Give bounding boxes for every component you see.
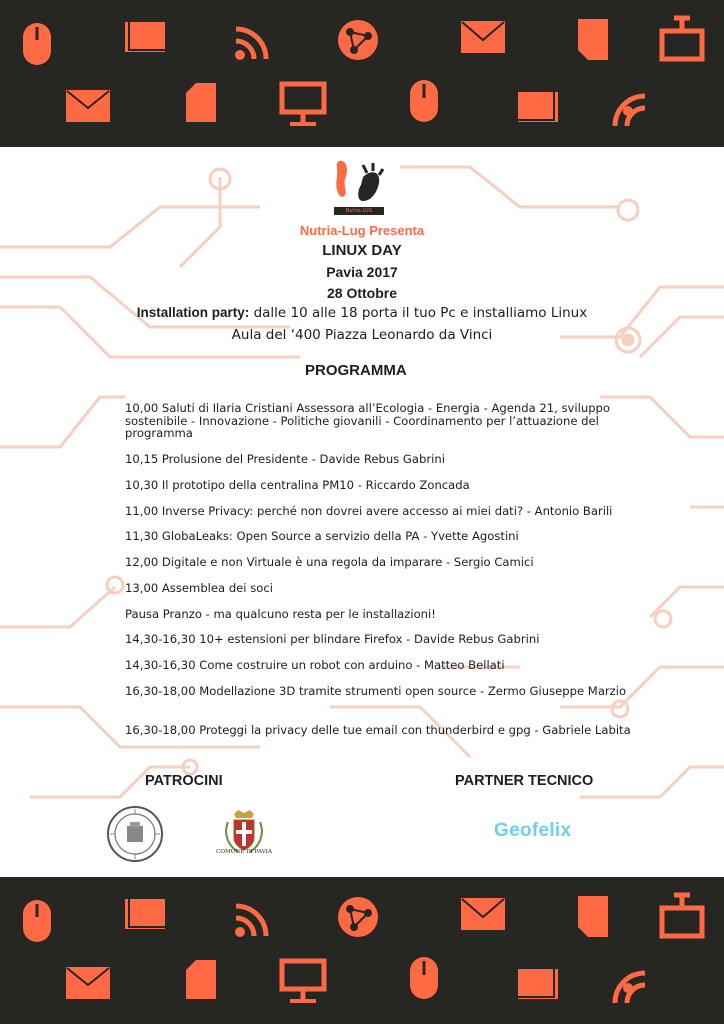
globe-network-icon [338, 20, 378, 60]
event-date: 28 Ottobre [326, 285, 397, 301]
schedule-item: 12,00 Digitale e non Virtuale è una regola da imparare - Sergio Camici [125, 555, 534, 569]
rss-icon [615, 973, 645, 1003]
schedule-item: 14,30-16,30 Come costruire un robot con arduino - Matteo Bellati [125, 658, 505, 672]
schedule-item: 13,00 Assemblea dei soci [125, 581, 273, 595]
monitor-icon [282, 961, 324, 1001]
rss-icon [615, 96, 645, 126]
schedule-item: 10,15 Prolusione del Presidente - Davide Rebus Gabrini [125, 452, 445, 466]
rss-icon [235, 906, 266, 937]
mouse-icon [410, 957, 438, 999]
folder-icon [125, 895, 167, 929]
patrocini-label: PATROCINI [145, 773, 223, 789]
envelope-icon [461, 21, 505, 53]
envelope-icon [66, 967, 110, 999]
mouse-icon [23, 23, 51, 65]
document-icon [186, 960, 216, 999]
schedule-item: 16,30-18,00 Proteggi la privacy delle tue email con thunderbird e gpg - Gabriele Labita [125, 723, 631, 737]
partner-label: PARTNER TECNICO [455, 773, 594, 789]
header-band [0, 0, 724, 147]
schedule-item: 10,00 Saluti di Ilaria Cristiani Assessora all’Ecologia - Energia - Agenda 21, sviluppo sostenibile - Innovazione - Politiche giovanili - Coordinamento per l’attuazione del programma [125, 401, 611, 440]
folder-icon [514, 88, 558, 122]
geofelix-logo: Geofelix [494, 820, 572, 841]
mouse-icon [410, 80, 438, 122]
schedule-item: 14,30-16,30 10+ estensioni per blindare Firefox - Davide Rebus Gabrini [125, 632, 540, 646]
installation-party-text: dalle 10 alle 18 porta il tuo Pc e installiamo Linux [249, 305, 588, 321]
schedule-item: 16,30-18,00 Modellazione 3D tramite strumenti open source - Zermo Giuseppe Marzio [125, 684, 627, 698]
document-icon [186, 83, 216, 122]
folder-icon [125, 18, 167, 52]
comune-label: COMUNE DI PAVIA [216, 849, 272, 855]
icon-pattern [0, 877, 724, 1024]
schedule-item: Pausa Pranzo - ma qualcuno resta per le installazioni! [125, 607, 436, 621]
event-city: Pavia 2017 [326, 264, 398, 280]
folder-icon [514, 965, 558, 999]
event-venue: Aula del ‘400 Piazza Leonardo da Vinci [231, 327, 493, 343]
usb-plug-icon [662, 18, 702, 59]
logo-label: Nutria LUG [334, 207, 384, 215]
installation-party-label: Installation party: [136, 305, 250, 320]
installation-party-line [0, 305, 724, 321]
document-icon [578, 19, 608, 60]
rss-icon [235, 29, 266, 60]
event-title: LINUX DAY [322, 242, 402, 259]
university-seal-logo [106, 805, 164, 863]
footer-band [0, 877, 724, 1024]
globe-network-icon [338, 897, 378, 937]
envelope-icon [66, 90, 110, 122]
mouse-icon [23, 900, 51, 942]
monitor-icon [282, 84, 324, 124]
usb-plug-icon [662, 895, 702, 936]
schedule-item: 10,30 Il prototipo della centralina PM10 - Riccardo Zoncada [125, 478, 470, 492]
envelope-icon [461, 898, 505, 930]
schedule-item: 11,30 GlobaLeaks: Open Source a servizio della PA - Yvette Agostini [125, 529, 519, 543]
icon-pattern [0, 0, 724, 147]
presenter-line: Nutria-Lug Presenta [299, 223, 425, 238]
program-title: PROGRAMMA [305, 362, 407, 379]
schedule-item: 11,00 Inverse Privacy: perché non dovrei avere accesso ai miei dati? - Antonio Barili [125, 504, 613, 518]
document-icon [578, 896, 608, 937]
